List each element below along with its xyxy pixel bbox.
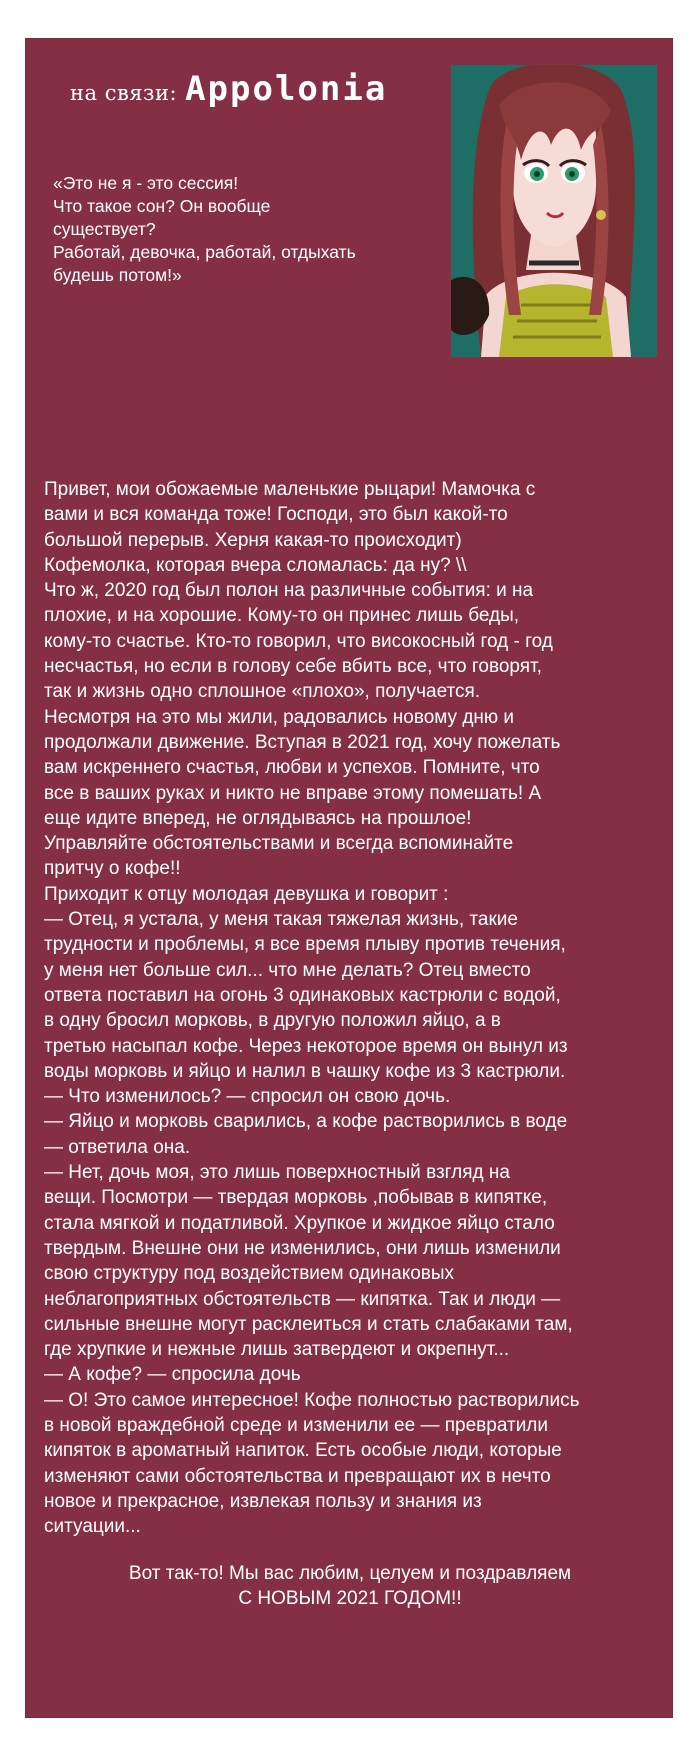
header-prefix: на связи: (70, 81, 178, 105)
anime-girl-portrait-icon (451, 65, 657, 357)
letter-panel (25, 38, 673, 1718)
letter-closing: Вот так-то! Мы вас любим, целуем и поздравляем С НОВЫМ 2021 ГОДОМ!! (128, 1563, 572, 1609)
author-quote: «Это не я - это сессия! Что такое сон? Он вообще существует? Работай, девочка, работай, отдыхать будешь потом!» (53, 173, 356, 285)
letter-body: Привет, мои обожаемые маленькие рыцари! Мамочка с вами и вся команда тоже! Господи, это был какой-то большой перерыв. Херня какая-то происходит) Кофемолка, которая вчера сломалась: да ну? \\ Что ж, 2020 год был полон на различные события: и на плохие, и на хорошие. Кому-то он принес лишь беды, кому-то счастье. Кто-то говорил, что високосный год - год несчастья, но если в голову себе вбить все, что говорят, так и жизнь одно сплошное «плохо», получается. Несмотря на это мы жили, радовались новому дню и продолжали движение. Вступая в 2021 год, хочу пожелать вам искреннего счастья, любви и успехов. Помните, что все в ваших руках и никто не вправе этому помешать! А еще идите вперед, не оглядываясь на прошлое! Управляйте обстоятельствами и всегда вспоминайте притчу о кофе!! Приходит к отцу молодая девушка и говорит : — Отец, я устала, у меня такая тяжелая жизнь, такие трудности и проблемы, я все время плыву против течения, у меня нет больше сил... что мне делать? Отец вместо ответа поставил на огонь 3 одинаковых кастрюли с водой, в одну бросил морковь, в другую положил яйцо, а в третью насыпал кофе. Через некоторое время он вынул из воды морковь и яйцо и налил в чашку кофе из 3 кастрюли. — Что изменилось? — спросил он свою дочь. — Яйцо и морковь сварились, а кофе растворились в воде — ответила она. — Нет, дочь моя, это лишь поверхностный взгляд на вещи. Посмотри — твердая морковь ,побывав в кипятке, стала мягкой и податливой. Хрупкое и жидкое яйцо стало твердым. Внешне они не изменились, они лишь изменили свою структуру под воздействием одинаковых неблагоприятных обстоятельств — кипятка. Так и люди — сильные внешне могут расклеиться и стать слабаками там, где хрупкие и нежные лишь затвердеют и окрепнут... — А кофе? — спросила дочь — О! Это самое интересное! Кофе полностью растворились в новой враждебной среде и изменили ее — превратили кипяток в ароматный напиток. Есть особые люди, которые изменяют сами обстоятельства и превращают их в нечто новое и прекрасное, извлекая пользу и знания из ситуации... (44, 479, 580, 1538)
author-name: Appolonia (185, 69, 388, 109)
author-header (70, 69, 387, 109)
author-avatar (451, 65, 657, 357)
